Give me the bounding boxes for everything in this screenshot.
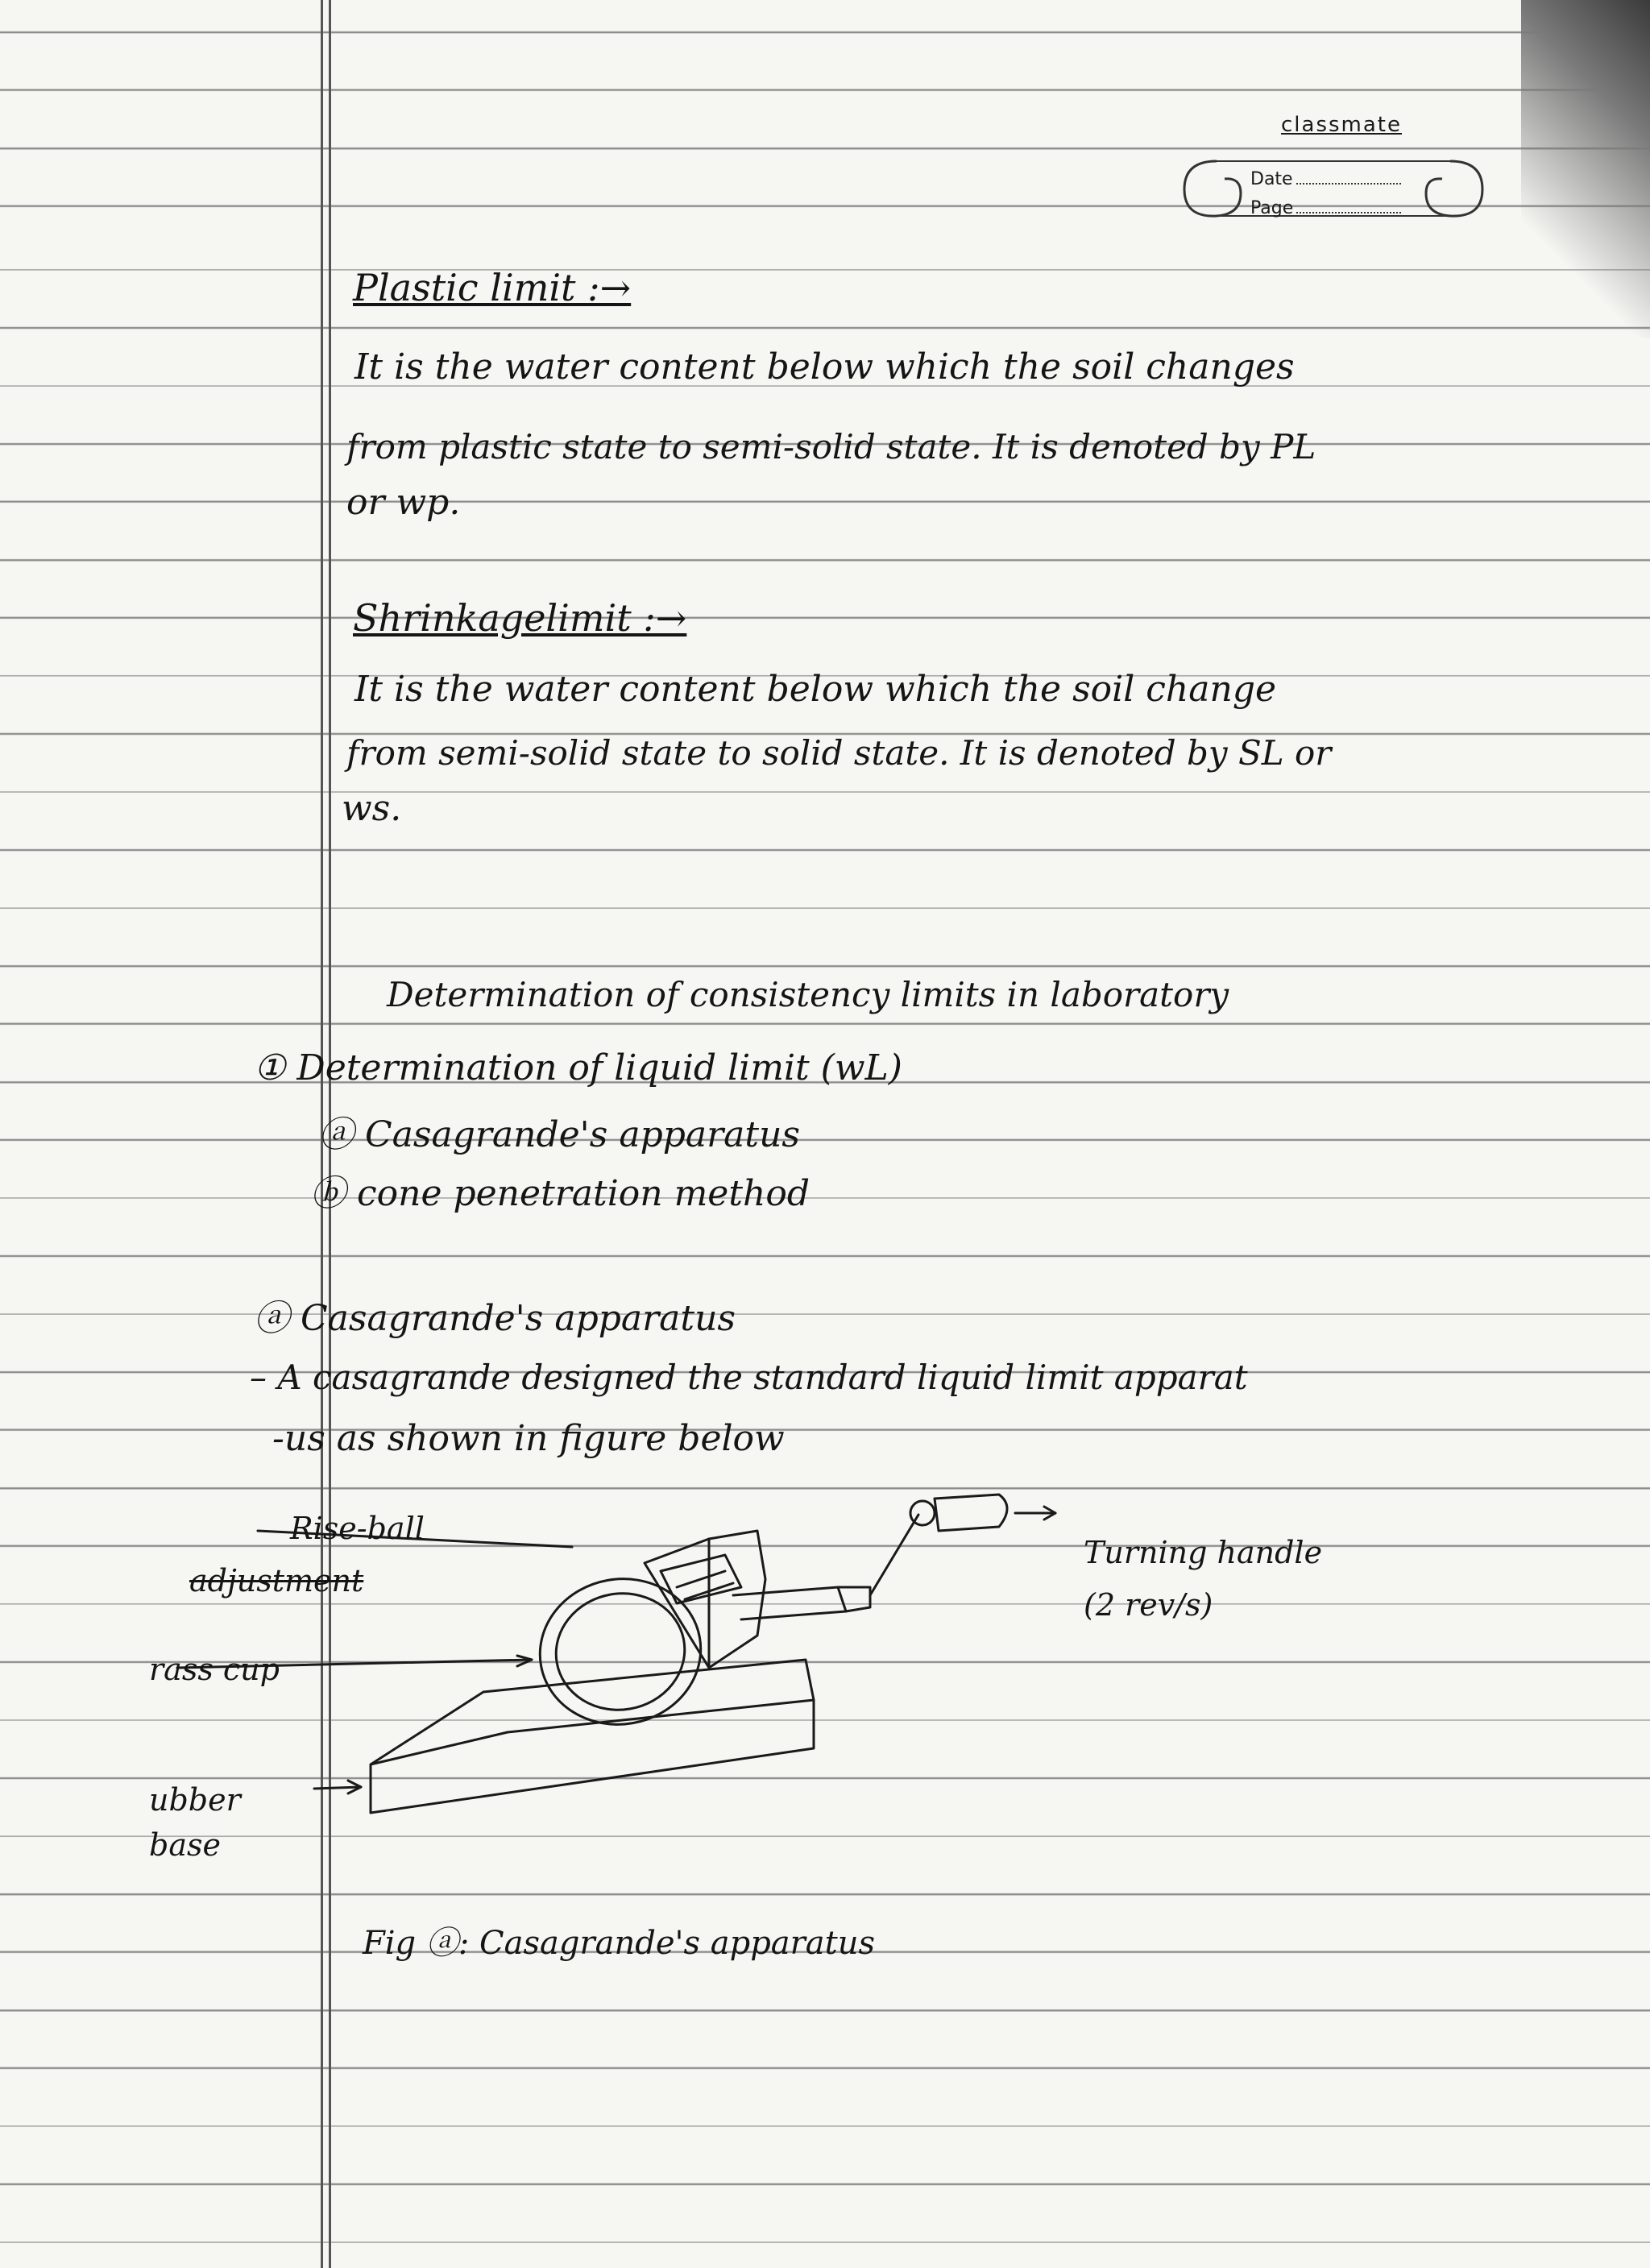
plastic-limit-line3: or wp. (346, 482, 461, 523)
label-rise-ball: Rise-ball (290, 1511, 425, 1546)
plastic-limit-line2: from plastic state to semi-solid state. It is denoted by PL (346, 427, 1316, 466)
drive-shaft (733, 1587, 846, 1619)
turning-handle-grip (935, 1495, 1007, 1531)
crank-arm (870, 1515, 918, 1595)
label-rubber: ubber (149, 1782, 241, 1818)
casagrande-heading: ⓐ Casagrande's apparatus (254, 1298, 736, 1339)
determination-item-1b: ⓑ cone penetration method (310, 1173, 810, 1214)
date-field (1250, 169, 1401, 189)
base-front-face (371, 1700, 814, 1813)
shrinkage-limit-line2: from semi-solid state to solid state. It is denoted by SL or (346, 733, 1332, 773)
cam-housing (645, 1531, 765, 1668)
shrinkage-limit-line1: It is the water content below which the soil change (354, 669, 1277, 710)
label-base: base (149, 1827, 221, 1863)
base-top-face (371, 1660, 814, 1764)
determination-item-1a: ⓐ Casagrande's apparatus (318, 1114, 800, 1155)
label-rev: (2 rev/s) (1084, 1587, 1213, 1623)
label-turning-handle: Turning handle (1084, 1535, 1323, 1570)
brass-cup-inner (547, 1583, 694, 1720)
casagrande-line1: – A casagrande designed the standard liquid limit apparat (250, 1358, 1248, 1397)
figure-caption: Fig ⓐ: Casagrande's apparatus (363, 1925, 875, 1962)
date-label: Date (1250, 169, 1293, 189)
plastic-limit-heading: Plastic limit :→ (353, 266, 632, 309)
casagrande-line2: -us as shown in figure below (272, 1418, 785, 1459)
brand-box (1168, 113, 1499, 242)
rubber-base-pointer (314, 1787, 361, 1789)
plastic-limit-line1: It is the water content below which the soil changes (354, 346, 1295, 388)
page-label: Page (1250, 198, 1294, 218)
crank-pivot (910, 1501, 935, 1525)
page-shadow (1521, 0, 1650, 338)
shrinkage-limit-heading: Shrinkagelimit :→ (353, 596, 687, 640)
label-brass-cup: rass cup (149, 1652, 280, 1687)
determination-item-1: ① Determination of liquid limit (wL) (254, 1047, 902, 1088)
label-adjustment: adjustment (189, 1563, 364, 1598)
determination-title: Determination of consistency limits in laboratory (387, 975, 1229, 1014)
shrinkage-limit-line3: ws. (342, 788, 402, 829)
page-field (1250, 198, 1401, 218)
brand-title: classmate (1281, 113, 1402, 137)
